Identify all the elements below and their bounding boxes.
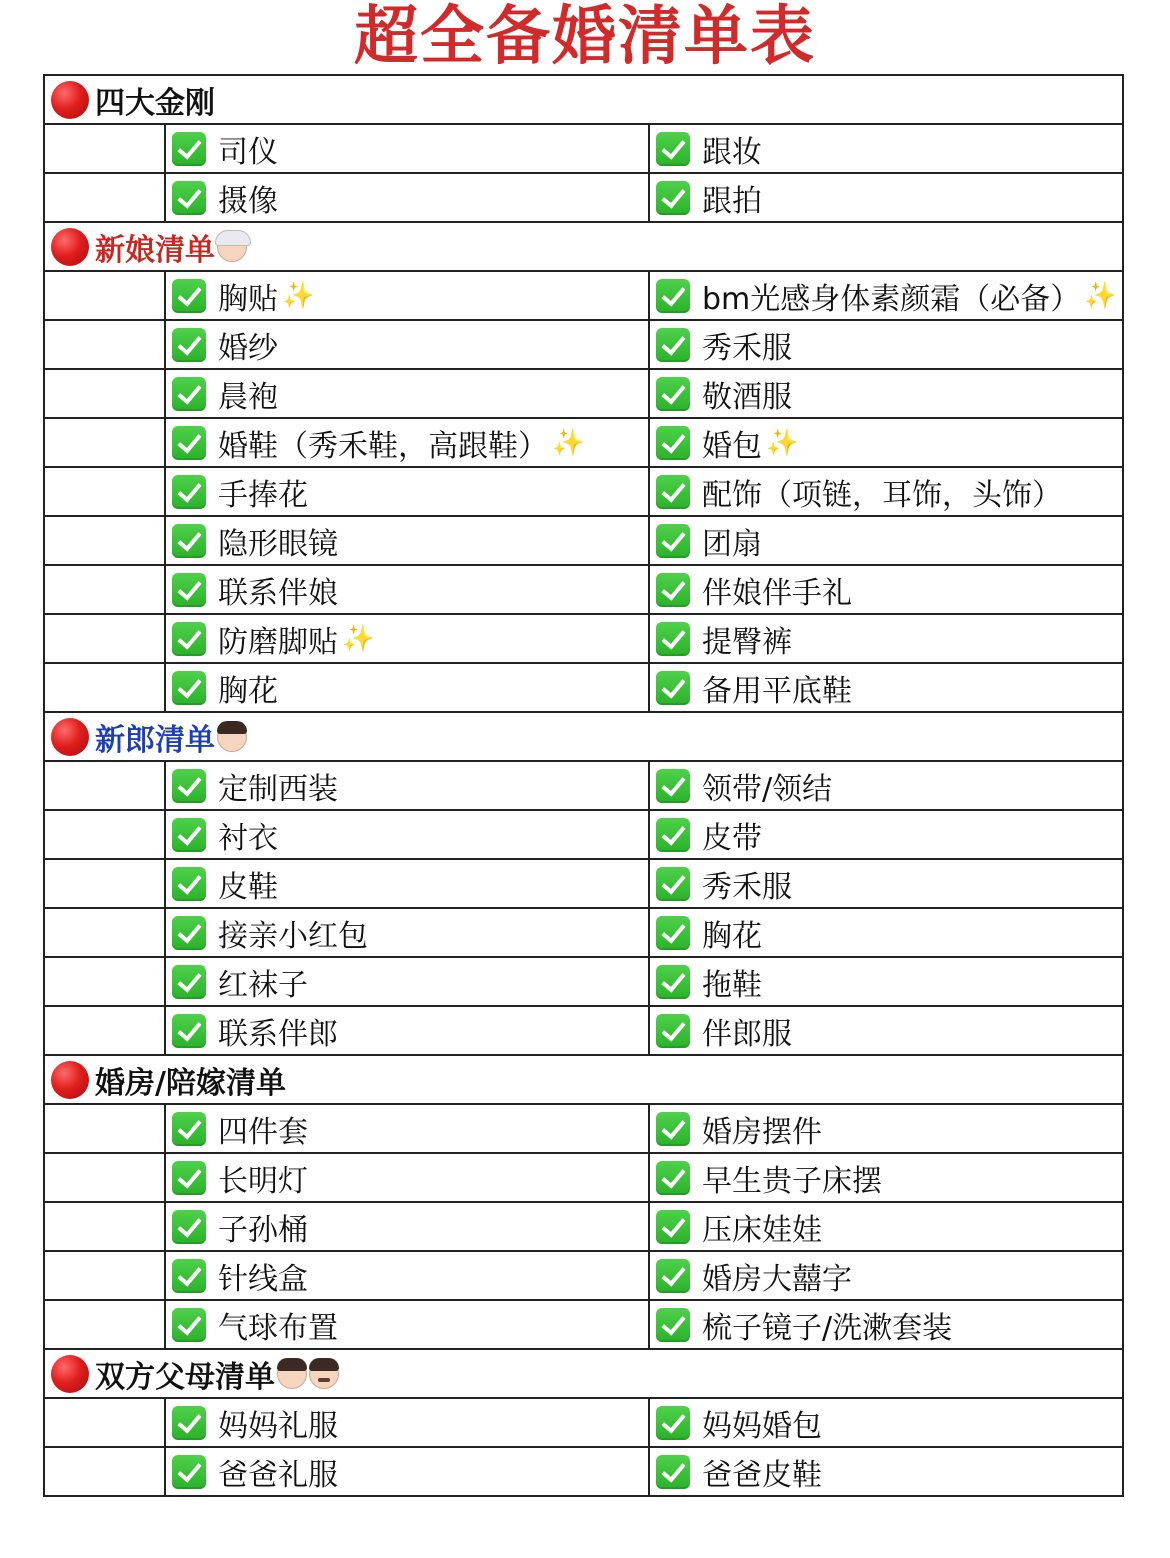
item-label: 晨袍 bbox=[218, 379, 278, 415]
table-row bbox=[44, 1300, 1123, 1349]
page-title: 超全备婚清单表 bbox=[354, 0, 816, 74]
check-mark-icon[interactable] bbox=[172, 769, 206, 803]
section-title: 四大金刚 bbox=[95, 85, 215, 121]
table-row bbox=[44, 810, 1123, 859]
section-header bbox=[44, 712, 1123, 761]
checklist-item[interactable] bbox=[649, 859, 1123, 908]
item-label: 胸花 bbox=[702, 918, 762, 954]
checklist-item[interactable] bbox=[165, 516, 649, 565]
checklist-item[interactable] bbox=[165, 271, 649, 320]
check-mark-icon[interactable] bbox=[656, 279, 690, 313]
item-label: 婚包 bbox=[702, 428, 762, 464]
check-mark-icon[interactable] bbox=[656, 426, 690, 460]
groom-face-icon bbox=[217, 722, 247, 752]
section-header-row bbox=[44, 222, 1123, 271]
sparkle-icon: ✨ bbox=[1084, 280, 1117, 311]
check-mark-icon[interactable] bbox=[656, 1406, 690, 1440]
item-label: 隐形眼镜 bbox=[218, 526, 338, 562]
check-mark-icon[interactable] bbox=[656, 328, 690, 362]
table-row bbox=[44, 467, 1123, 516]
checklist-item[interactable] bbox=[649, 467, 1123, 516]
blank-cell bbox=[44, 1202, 165, 1251]
bride-face-icon bbox=[217, 232, 247, 262]
item-label: 联系伴郎 bbox=[218, 1016, 338, 1052]
checklist-item[interactable] bbox=[649, 1251, 1123, 1300]
checklist-item[interactable] bbox=[165, 761, 649, 810]
checklist-item[interactable] bbox=[165, 859, 649, 908]
table-row bbox=[44, 859, 1123, 908]
item-label: 伴郎服 bbox=[702, 1016, 792, 1052]
check-mark-icon[interactable] bbox=[172, 622, 206, 656]
blank-cell bbox=[44, 467, 165, 516]
check-mark-icon[interactable] bbox=[172, 1161, 206, 1195]
item-label: 伴娘伴手礼 bbox=[702, 575, 852, 611]
table-row bbox=[44, 957, 1123, 1006]
section-header-row bbox=[44, 75, 1123, 124]
check-mark-icon[interactable] bbox=[656, 867, 690, 901]
checklist-item[interactable] bbox=[165, 663, 649, 712]
item-label: 妈妈礼服 bbox=[218, 1408, 338, 1444]
check-mark-icon[interactable] bbox=[656, 916, 690, 950]
checklist-item[interactable] bbox=[649, 1300, 1123, 1349]
blank-cell bbox=[44, 1251, 165, 1300]
table-row bbox=[44, 1153, 1123, 1202]
section-header bbox=[44, 222, 1123, 271]
checklist-item[interactable] bbox=[165, 565, 649, 614]
checklist-item[interactable] bbox=[165, 320, 649, 369]
checklist-item[interactable] bbox=[165, 614, 649, 663]
checklist-item[interactable] bbox=[165, 369, 649, 418]
item-label: 压床娃娃 bbox=[702, 1212, 822, 1248]
checklist-item[interactable] bbox=[649, 271, 1123, 320]
checklist-item[interactable] bbox=[649, 1153, 1123, 1202]
red-circle-icon bbox=[51, 1061, 89, 1099]
section-header bbox=[44, 1349, 1123, 1398]
red-circle-icon bbox=[51, 718, 89, 756]
check-mark-icon[interactable] bbox=[656, 1259, 690, 1293]
checklist-item[interactable] bbox=[649, 663, 1123, 712]
check-mark-icon[interactable] bbox=[656, 1112, 690, 1146]
table-row bbox=[44, 1251, 1123, 1300]
section-header-row bbox=[44, 1349, 1123, 1398]
checklist-item[interactable] bbox=[649, 761, 1123, 810]
check-mark-icon[interactable] bbox=[172, 573, 206, 607]
checklist-item[interactable] bbox=[165, 1300, 649, 1349]
blank-cell bbox=[44, 761, 165, 810]
blank-cell bbox=[44, 663, 165, 712]
item-label: 子孙桶 bbox=[218, 1212, 308, 1248]
blank-cell bbox=[44, 516, 165, 565]
red-circle-icon bbox=[51, 228, 89, 266]
checklist-item[interactable] bbox=[649, 908, 1123, 957]
checklist-item[interactable] bbox=[165, 908, 649, 957]
checklist-item[interactable] bbox=[165, 418, 649, 467]
section-title: 新郎清单 bbox=[95, 722, 215, 758]
blank-cell bbox=[44, 810, 165, 859]
section-header bbox=[44, 75, 1123, 124]
blank-cell bbox=[44, 859, 165, 908]
check-mark-icon[interactable] bbox=[656, 818, 690, 852]
table-row bbox=[44, 1447, 1123, 1496]
check-mark-icon[interactable] bbox=[656, 181, 690, 215]
check-mark-icon[interactable] bbox=[172, 1455, 206, 1489]
checklist-item[interactable] bbox=[649, 565, 1123, 614]
checklist-item[interactable] bbox=[649, 516, 1123, 565]
blank-cell bbox=[44, 614, 165, 663]
checklist-item[interactable] bbox=[649, 614, 1123, 663]
section-header-row bbox=[44, 712, 1123, 761]
blank-cell bbox=[44, 320, 165, 369]
item-label: 梳子镜子/洗漱套装 bbox=[702, 1310, 953, 1346]
item-label: 衬衣 bbox=[218, 820, 278, 856]
red-circle-icon bbox=[51, 81, 89, 119]
checklist-item[interactable] bbox=[165, 1447, 649, 1496]
item-label: 婚房摆件 bbox=[702, 1114, 822, 1150]
table-row bbox=[44, 418, 1123, 467]
table-row bbox=[44, 320, 1123, 369]
check-mark-icon[interactable] bbox=[656, 622, 690, 656]
check-mark-icon[interactable] bbox=[656, 377, 690, 411]
item-label: 胸贴 bbox=[218, 281, 278, 317]
check-mark-icon[interactable] bbox=[172, 328, 206, 362]
blank-cell bbox=[44, 565, 165, 614]
item-label: 皮带 bbox=[702, 820, 762, 856]
item-label: 气球布置 bbox=[218, 1310, 338, 1346]
blank-cell bbox=[44, 957, 165, 1006]
item-label: 配饰（项链，耳饰，头饰） bbox=[702, 477, 1062, 513]
check-mark-icon[interactable] bbox=[172, 1259, 206, 1293]
item-label: 司仪 bbox=[218, 134, 278, 170]
item-label: 爸爸礼服 bbox=[218, 1457, 338, 1493]
item-label: 红袜子 bbox=[218, 967, 308, 1003]
checklist-item[interactable] bbox=[165, 1153, 649, 1202]
blank-cell bbox=[44, 271, 165, 320]
item-label: 敬酒服 bbox=[702, 379, 792, 415]
table-row bbox=[44, 908, 1123, 957]
table-row bbox=[44, 761, 1123, 810]
check-mark-icon[interactable] bbox=[172, 818, 206, 852]
item-label: 秀禾服 bbox=[702, 330, 792, 366]
item-label: 妈妈婚包 bbox=[702, 1408, 822, 1444]
checklist-item[interactable] bbox=[649, 957, 1123, 1006]
checklist-table bbox=[43, 74, 1124, 1497]
check-mark-icon[interactable] bbox=[172, 1112, 206, 1146]
table-row bbox=[44, 1202, 1123, 1251]
item-label: 早生贵子床摆 bbox=[702, 1163, 882, 1199]
item-label: 领带/领结 bbox=[702, 771, 833, 807]
sparkle-icon: ✨ bbox=[552, 427, 585, 458]
check-mark-icon[interactable] bbox=[656, 671, 690, 705]
blank-cell bbox=[44, 1398, 165, 1447]
item-label: 防磨脚贴 bbox=[218, 624, 338, 660]
section-header bbox=[44, 1055, 1123, 1104]
checklist-item[interactable] bbox=[165, 810, 649, 859]
mother-face-icon bbox=[277, 1359, 307, 1389]
check-mark-icon[interactable] bbox=[656, 475, 690, 509]
check-mark-icon[interactable] bbox=[172, 1210, 206, 1244]
blank-cell bbox=[44, 124, 165, 173]
checklist-item[interactable] bbox=[649, 1447, 1123, 1496]
check-mark-icon[interactable] bbox=[656, 769, 690, 803]
check-mark-icon[interactable] bbox=[172, 965, 206, 999]
check-mark-icon[interactable] bbox=[172, 377, 206, 411]
item-label: 定制西装 bbox=[218, 771, 338, 807]
checklist-item[interactable] bbox=[165, 1104, 649, 1153]
check-mark-icon[interactable] bbox=[172, 867, 206, 901]
item-label: 团扇 bbox=[702, 526, 762, 562]
checklist-item[interactable] bbox=[649, 810, 1123, 859]
blank-cell bbox=[44, 173, 165, 222]
blank-cell bbox=[44, 1153, 165, 1202]
item-label: 婚房大囍字 bbox=[702, 1261, 852, 1297]
item-label: bm光感身体素颜霜（必备） bbox=[702, 281, 1081, 317]
table-row bbox=[44, 1006, 1123, 1055]
item-label: 针线盒 bbox=[218, 1261, 308, 1297]
blank-cell bbox=[44, 1300, 165, 1349]
item-label: 跟拍 bbox=[702, 183, 762, 219]
item-label: 摄像 bbox=[218, 183, 278, 219]
checklist-item[interactable] bbox=[649, 320, 1123, 369]
checklist-item[interactable] bbox=[165, 1202, 649, 1251]
item-label: 跟妆 bbox=[702, 134, 762, 170]
item-label: 联系伴娘 bbox=[218, 575, 338, 611]
section-title: 婚房/陪嫁清单 bbox=[95, 1065, 286, 1101]
sparkle-icon: ✨ bbox=[342, 623, 375, 654]
checklist-item[interactable] bbox=[649, 1398, 1123, 1447]
table-row bbox=[44, 663, 1123, 712]
section-title: 双方父母清单 bbox=[95, 1359, 275, 1395]
check-mark-icon[interactable] bbox=[172, 524, 206, 558]
table-row bbox=[44, 614, 1123, 663]
check-mark-icon[interactable] bbox=[172, 916, 206, 950]
check-mark-icon[interactable] bbox=[656, 1308, 690, 1342]
item-label: 皮鞋 bbox=[218, 869, 278, 905]
check-mark-icon[interactable] bbox=[656, 1210, 690, 1244]
table-row bbox=[44, 271, 1123, 320]
section-title: 新娘清单 bbox=[95, 232, 215, 268]
checklist-item[interactable] bbox=[649, 1104, 1123, 1153]
check-mark-icon[interactable] bbox=[172, 279, 206, 313]
item-label: 婚纱 bbox=[218, 330, 278, 366]
check-mark-icon[interactable] bbox=[172, 426, 206, 460]
check-mark-icon[interactable] bbox=[656, 573, 690, 607]
table-row bbox=[44, 1104, 1123, 1153]
check-mark-icon[interactable] bbox=[172, 475, 206, 509]
table-row bbox=[44, 1398, 1123, 1447]
check-mark-icon[interactable] bbox=[656, 524, 690, 558]
father-face-icon bbox=[309, 1359, 339, 1389]
item-label: 拖鞋 bbox=[702, 967, 762, 1003]
blank-cell bbox=[44, 369, 165, 418]
checklist-item[interactable] bbox=[165, 467, 649, 516]
table-row bbox=[44, 565, 1123, 614]
check-mark-icon[interactable] bbox=[656, 1014, 690, 1048]
checklist-item[interactable] bbox=[165, 124, 649, 173]
checklist-item[interactable] bbox=[649, 418, 1123, 467]
checklist-item[interactable] bbox=[165, 173, 649, 222]
check-mark-icon[interactable] bbox=[172, 1014, 206, 1048]
check-mark-icon[interactable] bbox=[656, 132, 690, 166]
item-label: 长明灯 bbox=[218, 1163, 308, 1199]
item-label: 四件套 bbox=[218, 1114, 308, 1150]
blank-cell bbox=[44, 1006, 165, 1055]
item-label: 胸花 bbox=[218, 673, 278, 709]
check-mark-icon[interactable] bbox=[172, 671, 206, 705]
checklist-item[interactable] bbox=[165, 1251, 649, 1300]
table-row bbox=[44, 124, 1123, 173]
item-label: 接亲小红包 bbox=[218, 918, 368, 954]
check-mark-icon[interactable] bbox=[172, 181, 206, 215]
item-label: 手捧花 bbox=[218, 477, 308, 513]
table-row bbox=[44, 516, 1123, 565]
item-label: 秀禾服 bbox=[702, 869, 792, 905]
blank-cell bbox=[44, 1104, 165, 1153]
checklist-item[interactable] bbox=[165, 957, 649, 1006]
sparkle-icon: ✨ bbox=[766, 427, 799, 458]
checklist-item[interactable] bbox=[649, 1006, 1123, 1055]
section-header-row bbox=[44, 1055, 1123, 1104]
check-mark-icon[interactable] bbox=[656, 965, 690, 999]
check-mark-icon[interactable] bbox=[656, 1455, 690, 1489]
item-label: 婚鞋（秀禾鞋，高跟鞋） bbox=[218, 428, 548, 464]
checklist-item[interactable] bbox=[649, 173, 1123, 222]
checklist-item[interactable] bbox=[165, 1006, 649, 1055]
checklist-item[interactable] bbox=[165, 1398, 649, 1447]
table-row bbox=[44, 173, 1123, 222]
check-mark-icon[interactable] bbox=[172, 1406, 206, 1440]
check-mark-icon[interactable] bbox=[656, 1161, 690, 1195]
checklist-item[interactable] bbox=[649, 1202, 1123, 1251]
blank-cell bbox=[44, 908, 165, 957]
sparkle-icon: ✨ bbox=[282, 280, 315, 311]
check-mark-icon[interactable] bbox=[172, 1308, 206, 1342]
checklist-item[interactable] bbox=[649, 369, 1123, 418]
item-label: 爸爸皮鞋 bbox=[702, 1457, 822, 1493]
check-mark-icon[interactable] bbox=[172, 132, 206, 166]
table-row bbox=[44, 369, 1123, 418]
item-label: 备用平底鞋 bbox=[702, 673, 852, 709]
red-circle-icon bbox=[51, 1355, 89, 1393]
item-label: 提臀裤 bbox=[702, 624, 792, 660]
checklist-item[interactable] bbox=[649, 124, 1123, 173]
blank-cell bbox=[44, 418, 165, 467]
blank-cell bbox=[44, 1447, 165, 1496]
